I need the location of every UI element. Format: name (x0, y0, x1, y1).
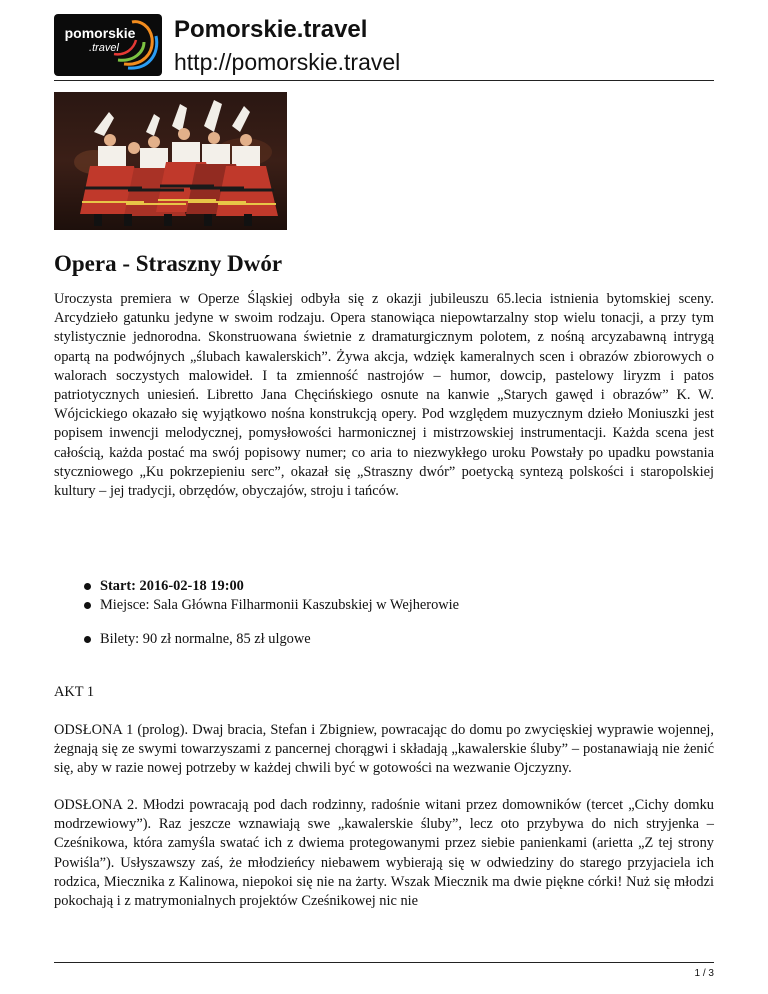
page-header (54, 14, 714, 80)
page-number: 1 / 3 (694, 968, 714, 979)
event-venue: Miejsce: Sala Główna Filharmonii Kaszubskiej w Wejherowie (80, 596, 714, 615)
header-divider (54, 80, 714, 81)
dancers-photo (54, 92, 287, 230)
event-details-list (80, 577, 714, 615)
pomorskie-travel-logo[interactable] (54, 14, 162, 76)
ticket-list (80, 630, 714, 649)
act-heading: AKT 1 (54, 684, 95, 700)
article-title: Opera - Straszny Dwór (54, 251, 283, 276)
logo-text: pomorskie (64, 25, 136, 41)
scene-2-paragraph: ODSŁONA 2. Młodzi powracają pod dach rodzinny, radośnie witani przez domowników (tercet „Cichy domku modrzewiowy”). Raz jeszcze wznawiają swe „kawalerskie śluby”, lecz oto przybywa do nich stryjenka – Cześnikowa, która zamyśla swatać ich z dwiema protegowanymi przez siebie panienkami (arietta „Z tej strony Powiśla”). Usłyszawszy zaś, że młodzieńcy niebawem wybierają się w odwiedziny do starego przyjaciela ich rodzica, Miecznika z Kalinowa, niepokoi się nie na żarty. Wszak Miecznik ma dwie piękne córki! Nuż się młodzi pokochają i z matrymonialnych projektów Cześnikowej nic nie (54, 797, 714, 910)
site-title: Pomorskie.travel (174, 16, 368, 43)
logo-subtext: .travel (89, 42, 119, 54)
article-intro: Uroczysta premiera w Operze Śląskiej odbyła się z okazji jubileuszu 65.lecia istnienia bytomskiej sceny. Arcydzieło gatunku jedyne w swoim rodzaju. Opera stanowiąca niepowtarzalny stop wielu tonacji, a przy tym stylistycznie jednorodna. Skonstruowana świetnie z dramaturgicznym polotem, z nośną arcyzabawną intrygą opartą na podwójnych „ślubach kawalerskich”. Żywa akcja, wdzięk kameralnych scen i obrazów zbiorowych o walorach soczystych malowideł. I ta zmienność nastrojów – humor, dowcip, pastelowy liryzm i patos patriotycznych uniesień. Libretto Jana Chęcińskiego osnute na kanwie „Starych gawęd i obrazów” K. W. Wójcickiego okazało się wyjątkowo nośna konstrukcją opery. Pod względem muzycznym dzieło Moniuszki jest popisem inwencji melodycznej, pomysłowości harmonicznej i mistrzowskiej instrumentacji. Każda scena jest całością, każda postać ma swój popisowy numer; co aria to niezwykłego uroku Powstały po upadku powstania styczniowego „Ku pokrzepieniu serc”, okazał się „Straszny dwór” poetycką syntezą polskości i staropolskiej kultury – jej tradycji, obrzędów, obyczajów, stroju i tańców. (54, 291, 714, 500)
site-url-link[interactable]: http://pomorskie.travel (174, 49, 401, 75)
event-start: Start: 2016-02-18 19:00 (80, 577, 714, 596)
event-tickets: Bilety: 90 zł normalne, 85 zł ulgowe (80, 630, 714, 649)
scene-1-paragraph: ODSŁONA 1 (prolog). Dwaj bracia, Stefan i Zbigniew, powracając do domu po zwycięskiej wyprawie wojennej, żegnają się ze swymi towarzyszami z pancernej chorągwi i składają „kawalerskie śluby” – postanawiają nie żenić się, aby w razie nowej potrzeby w każdej chwili być w gotowości na wezwanie Ojczyzny. (54, 722, 714, 777)
footer-divider (54, 962, 714, 963)
